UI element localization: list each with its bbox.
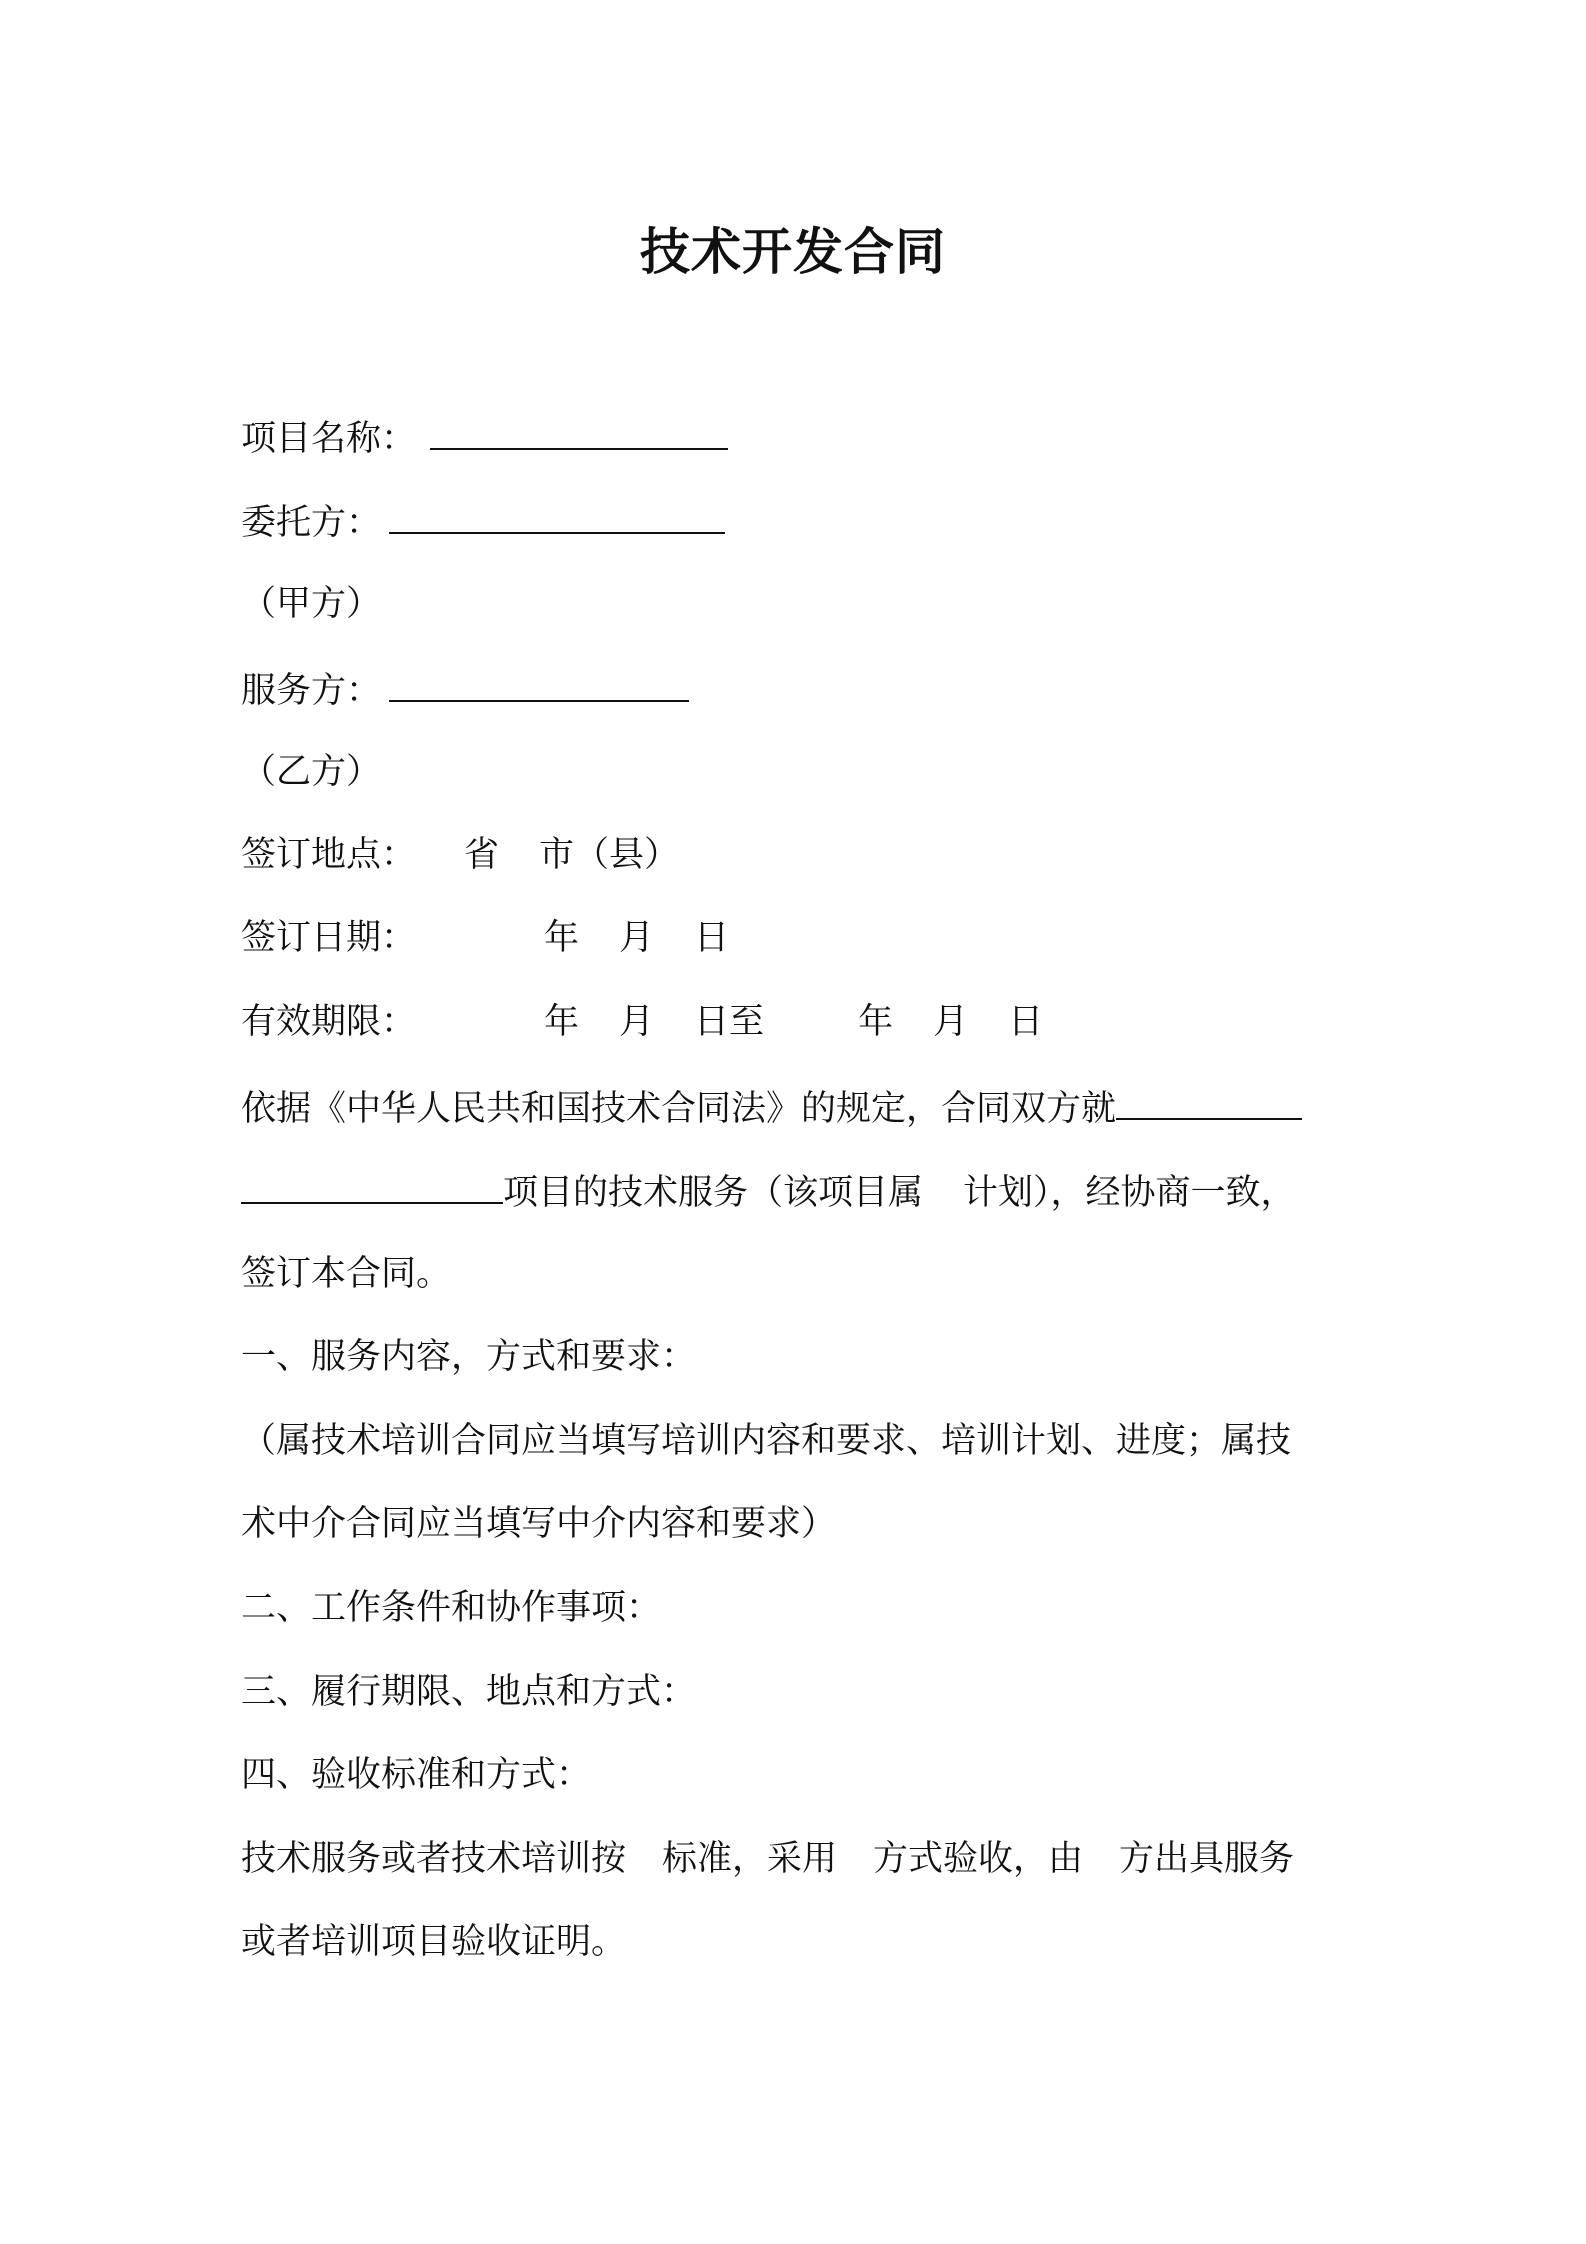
section-4-text-2: 或者培训项目验收证明。 xyxy=(241,1922,627,1962)
validity-month-start: 月 xyxy=(619,1002,655,1042)
party-b-line xyxy=(241,748,381,796)
validity-year-start: 年 xyxy=(544,1002,580,1042)
validity-day-end: 日 xyxy=(1008,1002,1044,1042)
section-1-heading-text: 一、服务内容，方式和要求： xyxy=(241,1337,697,1377)
preamble-line-2 xyxy=(241,1166,1296,1214)
section-4-line-2 xyxy=(241,1918,626,1966)
sign-date-line xyxy=(241,914,729,962)
party-a-line xyxy=(241,580,381,628)
section-4-text-1d: 方出具服务 xyxy=(1119,1839,1295,1879)
preamble-line-3 xyxy=(241,1250,451,1298)
section-4-text-1c: 方式验收，由 xyxy=(873,1839,1084,1879)
sign-place-province: 省 xyxy=(464,835,500,875)
project-name-blank[interactable] xyxy=(430,412,728,450)
validity-line xyxy=(241,998,1043,1046)
section-1-note-line-1 xyxy=(241,1417,1291,1465)
preamble-text-2a: 项目的技术服务（该项目属 xyxy=(503,1173,924,1213)
section-3-heading-text: 三、履行期限、地点和方式： xyxy=(241,1672,697,1712)
section-4-heading xyxy=(241,1751,591,1799)
client-blank[interactable] xyxy=(389,496,725,534)
project-subject-blank-2[interactable] xyxy=(241,1166,503,1204)
party-a-label: （甲方） xyxy=(241,584,382,624)
preamble-text-1: 依据《中华人民共和国技术合同法》的规定，合同双方就 xyxy=(241,1089,1117,1129)
client-label: 委托方： xyxy=(241,503,382,543)
project-subject-blank-1[interactable] xyxy=(1116,1082,1302,1120)
preamble-text-2b: 计划），经协商一致， xyxy=(963,1173,1296,1213)
section-2-heading xyxy=(241,1584,661,1632)
section-4-text-1a: 技术服务或者技术培训按 xyxy=(241,1839,627,1879)
section-2-heading-text: 二、工作条件和协作事项： xyxy=(241,1588,662,1628)
section-4-heading-text: 四、验收标准和方式： xyxy=(241,1755,592,1795)
client-line xyxy=(241,496,725,544)
document-title: 技术开发合同 xyxy=(640,223,946,281)
validity-label: 有效期限： xyxy=(241,1002,417,1042)
sign-date-year: 年 xyxy=(544,918,580,958)
party-b-label: （乙方） xyxy=(241,752,382,792)
sign-date-month: 月 xyxy=(619,918,655,958)
section-4-line-1 xyxy=(241,1835,1294,1883)
sign-place-city: 市（县） xyxy=(539,835,680,875)
provider-blank[interactable] xyxy=(389,664,689,702)
section-1-note-text-1: （属技术培训合同应当填写培训内容和要求、培训计划、进度；属技 xyxy=(241,1421,1292,1461)
preamble-line-1 xyxy=(241,1082,1302,1130)
sign-place-label: 签订地点： xyxy=(241,835,417,875)
section-1-note-line-2 xyxy=(241,1500,836,1548)
sign-place-line xyxy=(241,831,679,879)
project-name-line xyxy=(241,412,728,460)
project-name-label: 项目名称： xyxy=(241,419,417,459)
provider-line xyxy=(241,664,689,712)
provider-label: 服务方： xyxy=(241,671,382,711)
validity-year-end: 年 xyxy=(858,1002,894,1042)
section-3-heading xyxy=(241,1668,696,1716)
preamble-text-3: 签订本合同。 xyxy=(241,1254,452,1294)
validity-month-end: 月 xyxy=(933,1002,969,1042)
section-4-text-1b: 标准，采用 xyxy=(662,1839,838,1879)
validity-day-start: 日至 xyxy=(694,1002,765,1042)
section-1-heading xyxy=(241,1333,696,1381)
sign-date-label: 签订日期： xyxy=(241,918,417,958)
section-1-note-text-2: 术中介合同应当填写中介内容和要求） xyxy=(241,1504,837,1544)
sign-date-day: 日 xyxy=(694,918,730,958)
